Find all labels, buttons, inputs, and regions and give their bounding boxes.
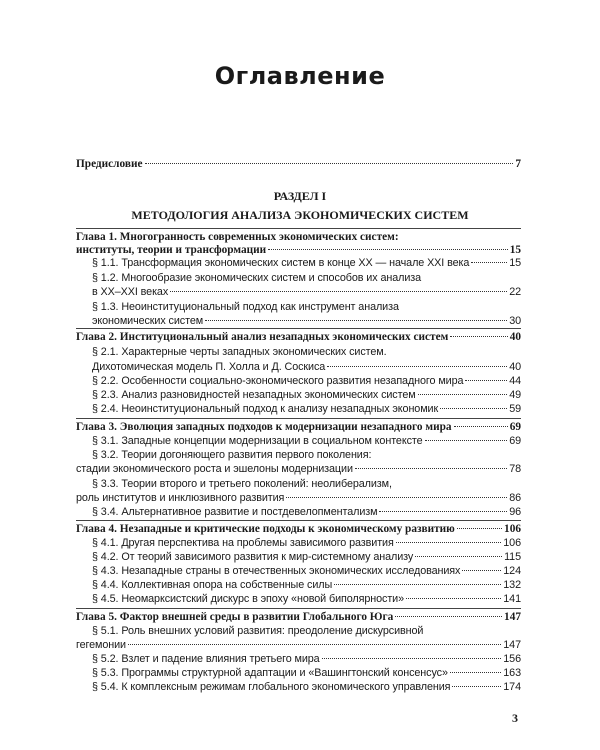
leader-dots bbox=[454, 426, 508, 427]
leader-dots bbox=[415, 556, 502, 557]
toc-entry-text: § 3.1. Западные концепции модернизации в социальном контексте bbox=[92, 435, 423, 447]
toc-section-3-2[interactable] bbox=[76, 463, 521, 476]
toc-entry-text: § 4.1. Другая перспектива на проблемы зависимого развития bbox=[92, 537, 394, 549]
leader-dots bbox=[406, 598, 501, 599]
toc-page-number: 156 bbox=[503, 653, 521, 665]
toc-section-1-2-title[interactable]: § 1.2. Многообразие экономических систем и способов их анализа bbox=[92, 272, 421, 284]
toc-section-4-3[interactable] bbox=[92, 565, 521, 578]
toc-page-number: 96 bbox=[509, 506, 521, 518]
toc-page-number: 49 bbox=[509, 389, 521, 401]
toc-page-number: 106 bbox=[504, 523, 521, 535]
toc-chapter-4[interactable] bbox=[76, 523, 521, 536]
toc-section-4-2[interactable] bbox=[92, 551, 521, 564]
toc-entry-text: § 3.4. Альтернативное развитие и постдевелопментализм bbox=[92, 506, 378, 518]
toc-page-number: 69 bbox=[509, 435, 521, 447]
toc-page-number: 115 bbox=[504, 551, 521, 563]
leader-dots bbox=[170, 291, 507, 292]
toc-page-number: 44 bbox=[509, 375, 521, 387]
toc-page-number: 163 bbox=[503, 667, 521, 679]
chapter-divider bbox=[76, 608, 521, 609]
toc-entry-text: § 4.4. Коллективная опора на собственные силы bbox=[92, 579, 333, 591]
toc-section-3-3-title[interactable]: § 3.3. Теории второго и третьего поколений: неолиберализм, bbox=[92, 478, 392, 490]
toc-section-3-3[interactable] bbox=[76, 492, 521, 505]
toc-section-2-3[interactable] bbox=[92, 389, 521, 402]
toc-section-2-4[interactable] bbox=[92, 403, 521, 416]
leader-dots bbox=[462, 570, 501, 571]
toc-entry-text: роль институтов и инклюзивного развития bbox=[76, 492, 285, 504]
page-title: Оглавление bbox=[214, 62, 386, 90]
toc-entry-text: Глава 3. Эволюция западных подходов к модернизации незападного мира bbox=[76, 421, 452, 433]
toc-page-number: 59 bbox=[509, 403, 521, 415]
leader-dots bbox=[457, 528, 502, 529]
toc-section-5-4[interactable] bbox=[92, 681, 521, 694]
toc-entry-text: § 4.5. Неомарксистский дискурс в эпоху «новой биполярности» bbox=[92, 593, 405, 605]
leader-dots bbox=[465, 380, 507, 381]
toc-entry-text: институты, теории и трансформации bbox=[76, 244, 267, 256]
toc-section-3-4[interactable] bbox=[92, 506, 521, 519]
leader-dots bbox=[440, 408, 507, 409]
part-number: РАЗДЕЛ I bbox=[273, 189, 327, 203]
toc-section-5-1-title[interactable]: § 5.1. Роль внешних условий развития: преодоление дискурсивной bbox=[92, 625, 424, 637]
toc-chapter-3[interactable] bbox=[76, 421, 521, 434]
leader-dots bbox=[355, 468, 507, 469]
toc-entry-text: § 2.2. Особенности социально-экономического развития незападного мира bbox=[92, 375, 464, 387]
toc-entry-text: § 4.2. От теорий зависимого развития к мир-системному анализу bbox=[92, 551, 414, 563]
toc-page-number: 141 bbox=[503, 593, 521, 605]
toc-page-number: 86 bbox=[509, 492, 521, 504]
chapter-divider bbox=[76, 328, 521, 329]
leader-dots bbox=[452, 686, 501, 687]
toc-chapter-1[interactable] bbox=[76, 244, 521, 257]
toc-entry-text: экономических систем bbox=[92, 315, 204, 327]
toc-page-number: 132 bbox=[503, 579, 521, 591]
toc-section-3-2-title[interactable]: § 3.2. Теории догоняющего развития первого поколения: bbox=[92, 449, 372, 461]
toc-preface[interactable] bbox=[76, 158, 521, 171]
toc-page-number: 78 bbox=[509, 463, 521, 475]
toc-page-number: 15 bbox=[509, 257, 521, 269]
toc-entry-text: гегемонии bbox=[76, 639, 126, 651]
page-number: 3 bbox=[512, 711, 518, 725]
toc-page-number: 69 bbox=[509, 421, 521, 433]
toc-section-3-1[interactable] bbox=[92, 435, 521, 448]
toc-section-2-1[interactable] bbox=[92, 361, 521, 374]
toc-entry-text: Глава 5. Фактор внешней среды в развитии Глобального Юга bbox=[76, 611, 394, 623]
chapter-divider bbox=[76, 418, 521, 419]
toc-section-5-1[interactable] bbox=[76, 639, 521, 652]
toc-section-1-3[interactable] bbox=[92, 315, 521, 328]
leader-dots bbox=[327, 366, 507, 367]
toc-page-number: 22 bbox=[509, 286, 521, 298]
leader-dots bbox=[268, 249, 508, 250]
toc-entry-text: § 2.3. Анализ разновидностей незападных экономических систем bbox=[92, 389, 416, 401]
leader-dots bbox=[128, 644, 501, 645]
part-title: МЕТОДОЛОГИЯ АНАЛИЗА ЭКОНОМИЧЕСКИХ СИСТЕМ bbox=[131, 208, 469, 222]
toc-page-number: 7 bbox=[515, 158, 521, 170]
toc-entry-text: § 5.2. Взлет и падение влияния третьего мира bbox=[92, 653, 320, 665]
toc-section-5-3[interactable] bbox=[92, 667, 521, 680]
toc-page-number: 40 bbox=[509, 361, 521, 373]
toc-chapter-5[interactable] bbox=[76, 611, 521, 624]
toc-page-number: 147 bbox=[504, 611, 521, 623]
toc-entry-text: Дихотомическая модель П. Холла и Д. Соскиса bbox=[92, 361, 326, 373]
leader-dots bbox=[471, 262, 507, 263]
toc-section-1-1[interactable] bbox=[92, 257, 521, 270]
leader-dots bbox=[450, 672, 501, 673]
leader-dots bbox=[396, 542, 502, 543]
toc-entry-text: § 1.1. Трансформация экономических систем в конце XX — начале XXI века bbox=[92, 257, 470, 269]
toc-entry-text: стадии экономического роста и эшелоны модернизации bbox=[76, 463, 353, 475]
leader-dots bbox=[425, 440, 508, 441]
toc-section-4-1[interactable] bbox=[92, 537, 521, 550]
toc-page-number: 106 bbox=[503, 537, 521, 549]
leader-dots bbox=[379, 511, 507, 512]
toc-entry-text: Глава 2. Институциональный анализ незападных экономических систем bbox=[76, 331, 449, 343]
toc-section-4-4[interactable] bbox=[92, 579, 521, 592]
chapter-divider bbox=[76, 228, 521, 229]
leader-dots bbox=[145, 163, 514, 164]
toc-entry-text: § 5.3. Программы структурной адаптации и «Вашингтонский консенсус» bbox=[92, 667, 448, 679]
toc-section-4-5[interactable] bbox=[92, 593, 521, 606]
toc-section-5-2[interactable] bbox=[92, 653, 521, 666]
leader-dots bbox=[450, 336, 507, 337]
toc-entry-text: Предисловие bbox=[76, 158, 143, 170]
toc-entry-text: в XX–XXI веках bbox=[92, 286, 169, 298]
toc-page-number: 40 bbox=[509, 331, 521, 343]
toc-page-number: 147 bbox=[503, 639, 521, 651]
toc-section-1-3-title[interactable]: § 1.3. Неоинституциональный подход как инструмент анализа bbox=[92, 301, 399, 313]
toc-entry-text: § 5.4. К комплексным режимам глобального экономического управления bbox=[92, 681, 451, 693]
leader-dots bbox=[418, 394, 508, 395]
chapter-1-title[interactable]: Глава 1. Многогранность современных экономических систем: bbox=[76, 231, 399, 243]
leader-dots bbox=[286, 497, 507, 498]
chapter-divider bbox=[76, 520, 521, 521]
toc-page-number: 174 bbox=[503, 681, 521, 693]
toc-entry-text: Глава 4. Незападные и критические подходы к экономическому развитию bbox=[76, 523, 455, 535]
toc-section-2-2[interactable] bbox=[92, 375, 521, 388]
toc-page-number: 30 bbox=[509, 315, 521, 327]
leader-dots bbox=[395, 616, 502, 617]
leader-dots bbox=[322, 658, 502, 659]
leader-dots bbox=[334, 584, 501, 585]
toc-page-number: 15 bbox=[509, 244, 521, 256]
toc-page-number: 124 bbox=[503, 565, 521, 577]
toc-section-2-1-title[interactable]: § 2.1. Характерные черты западных экономических систем. bbox=[92, 346, 387, 358]
toc-entry-text: § 2.4. Неоинституциональный подход к анализу незападных экономик bbox=[92, 403, 439, 415]
toc-chapter-2[interactable] bbox=[76, 331, 521, 344]
leader-dots bbox=[205, 320, 507, 321]
toc-section-1-2[interactable] bbox=[92, 286, 521, 299]
toc-entry-text: § 4.3. Незападные страны в отечественных экономических исследованиях bbox=[92, 565, 461, 577]
